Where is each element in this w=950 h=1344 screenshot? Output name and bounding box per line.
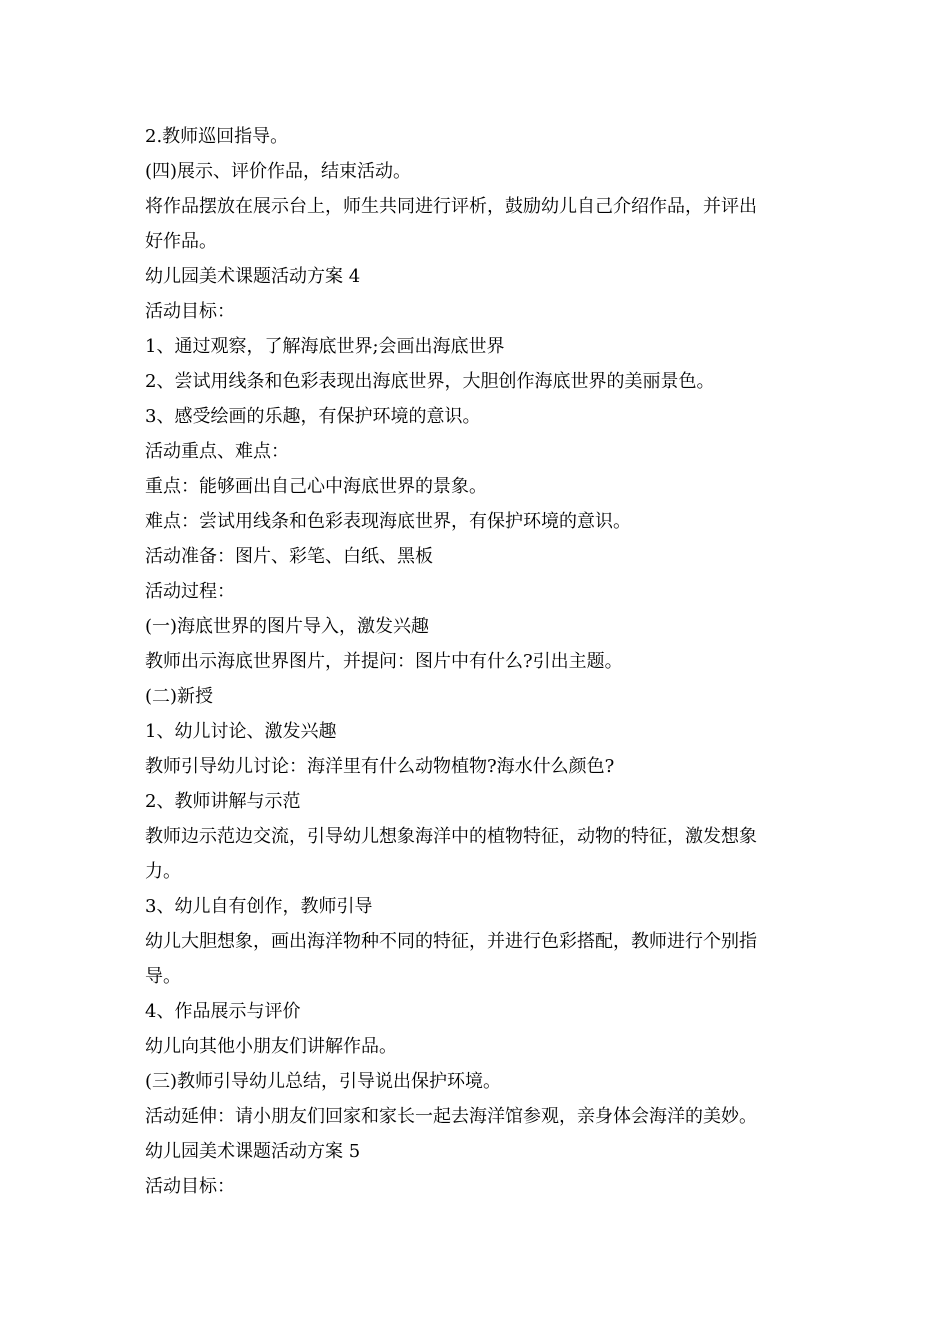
plan-title: 幼儿园美术课题活动方案 5	[145, 1141, 361, 1162]
text-line: 难点：尝试用线条和色彩表现海底世界，有保护环境的意识。	[145, 511, 631, 532]
text-line: 幼儿向其他小朋友们讲解作品。	[145, 1036, 397, 1057]
section-heading: 活动目标：	[145, 301, 235, 322]
text-line: 教师边示范边交流，引导幼儿想象海洋中的植物特征，动物的特征，激发想象	[145, 826, 757, 847]
list-item: 2、教师讲解与示范	[145, 791, 301, 812]
text-line: 2.教师巡回指导。	[145, 126, 289, 147]
text-line: 重点：能够画出自己心中海底世界的景象。	[145, 476, 487, 497]
section-heading: (三)教师引导幼儿总结，引导说出保护环境。	[145, 1071, 502, 1092]
list-item: 3、幼儿自有创作，教师引导	[145, 896, 373, 917]
section-heading: 活动重点、难点：	[145, 441, 289, 462]
document-body	[145, 119, 813, 1204]
section-heading: (一)海底世界的图片导入，激发兴趣	[145, 616, 430, 637]
text-line: 力。	[145, 861, 181, 882]
section-heading: 活动过程：	[145, 581, 235, 602]
text-line: 导。	[145, 966, 181, 987]
section-heading: (四)展示、评价作品，结束活动。	[145, 161, 412, 182]
text-line: 活动准备：图片、彩笔、白纸、黑板	[145, 546, 433, 567]
text-line: 活动延伸：请小朋友们回家和家长一起去海洋馆参观，亲身体会海洋的美妙。	[145, 1106, 757, 1127]
list-item: 4、作品展示与评价	[145, 1001, 301, 1022]
text-line: 好作品。	[145, 231, 217, 252]
text-line: 教师引导幼儿讨论：海洋里有什么动物植物?海水什么颜色?	[145, 756, 615, 777]
section-heading: (二)新授	[145, 686, 214, 707]
text-line: 幼儿大胆想象，画出海洋物种不同的特征，并进行色彩搭配，教师进行个别指	[145, 931, 757, 952]
section-heading: 活动目标：	[145, 1176, 235, 1197]
list-item: 1、通过观察，了解海底世界;会画出海底世界	[145, 336, 505, 357]
list-item: 1、幼儿讨论、激发兴趣	[145, 721, 337, 742]
list-item: 3、感受绘画的乐趣，有保护环境的意识。	[145, 406, 481, 427]
plan-title: 幼儿园美术课题活动方案 4	[145, 266, 361, 287]
text-line: 将作品摆放在展示台上，师生共同进行评析，鼓励幼儿自己介绍作品，并评出	[145, 196, 757, 217]
text-line: 教师出示海底世界图片，并提问：图片中有什么?引出主题。	[145, 651, 623, 672]
list-item: 2、尝试用线条和色彩表现出海底世界，大胆创作海底世界的美丽景色。	[145, 371, 715, 392]
